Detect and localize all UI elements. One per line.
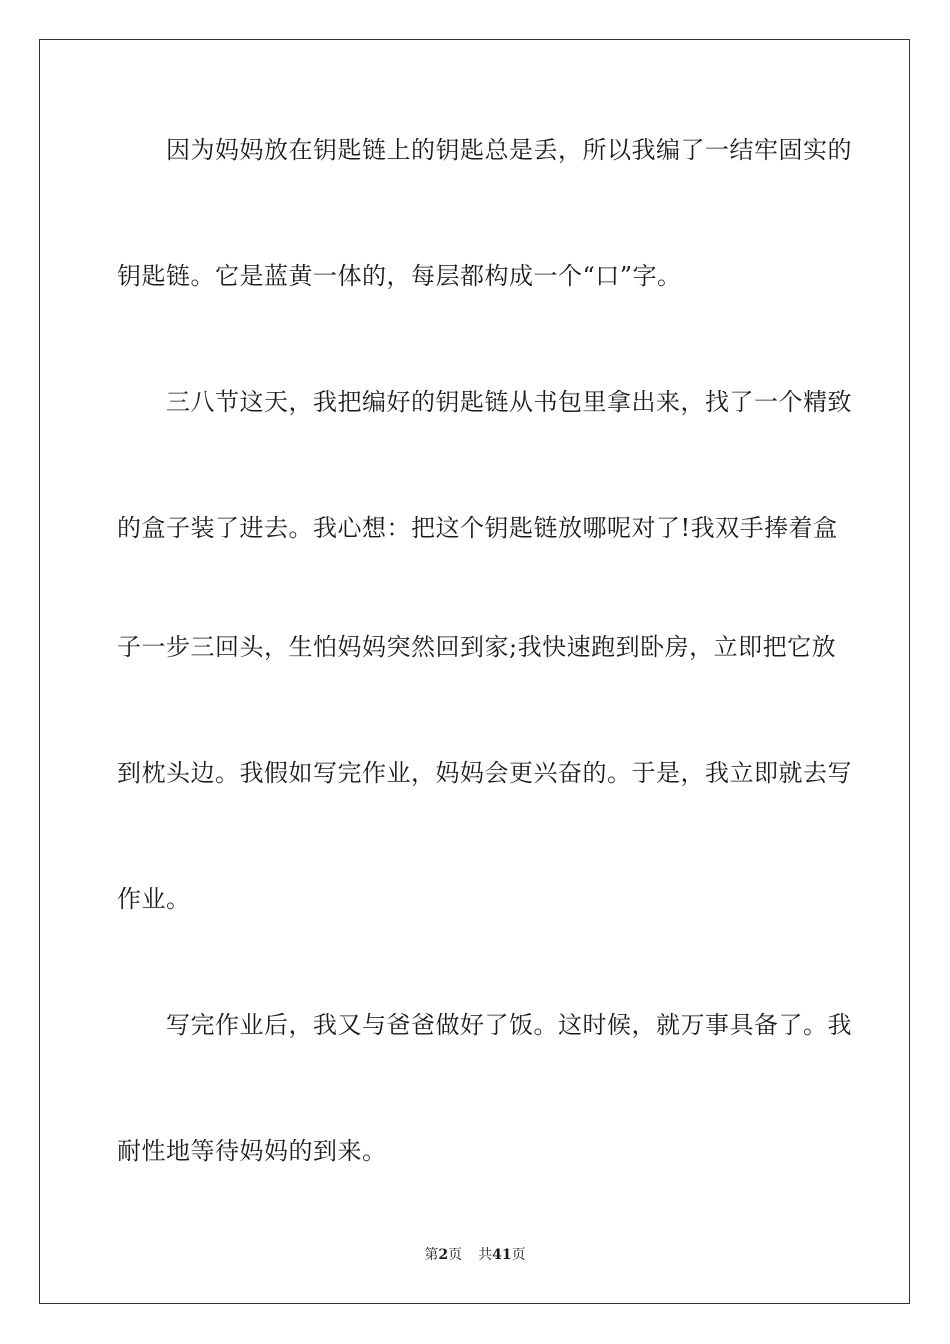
paragraph-line: 耐性地等待妈妈的到来。 [117,1137,387,1165]
page-suffix: 页 [448,1247,463,1263]
paragraph-line: 三八节这天，我把编好的钥匙链从书包里拿出来，找了一个精致 [117,388,852,416]
page-footer [0,1246,950,1264]
paragraph-line: 子一步三回头，生怕妈妈突然回到家;我快速跑到卧房，立即把它放 [117,633,837,661]
paragraph-line: 钥匙链。它是蓝黄一体的，每层都构成一个“口”字。 [117,262,682,290]
paragraph-line: 的盒子装了进去。我心想：把这个钥匙链放哪呢对了!我双手捧着盒 [117,514,838,542]
total-prefix: 共 [478,1247,493,1263]
paragraph-line: 因为妈妈放在钥匙链上的钥匙总是丢，所以我编了一结牢固实的 [117,136,852,164]
page-number: 2 [438,1247,449,1263]
total-pages: 41 [492,1247,512,1263]
page-prefix: 第 [424,1247,439,1263]
paragraph-line: 作业。 [117,885,191,913]
page-border [39,39,910,1304]
paragraph-line: 到枕头边。我假如写完作业，妈妈会更兴奋的。于是，我立即就去写 [117,759,852,787]
paragraph-line: 写完作业后，我又与爸爸做好了饭。这时候，就万事具备了。我 [117,1011,852,1039]
total-suffix: 页 [511,1247,526,1263]
